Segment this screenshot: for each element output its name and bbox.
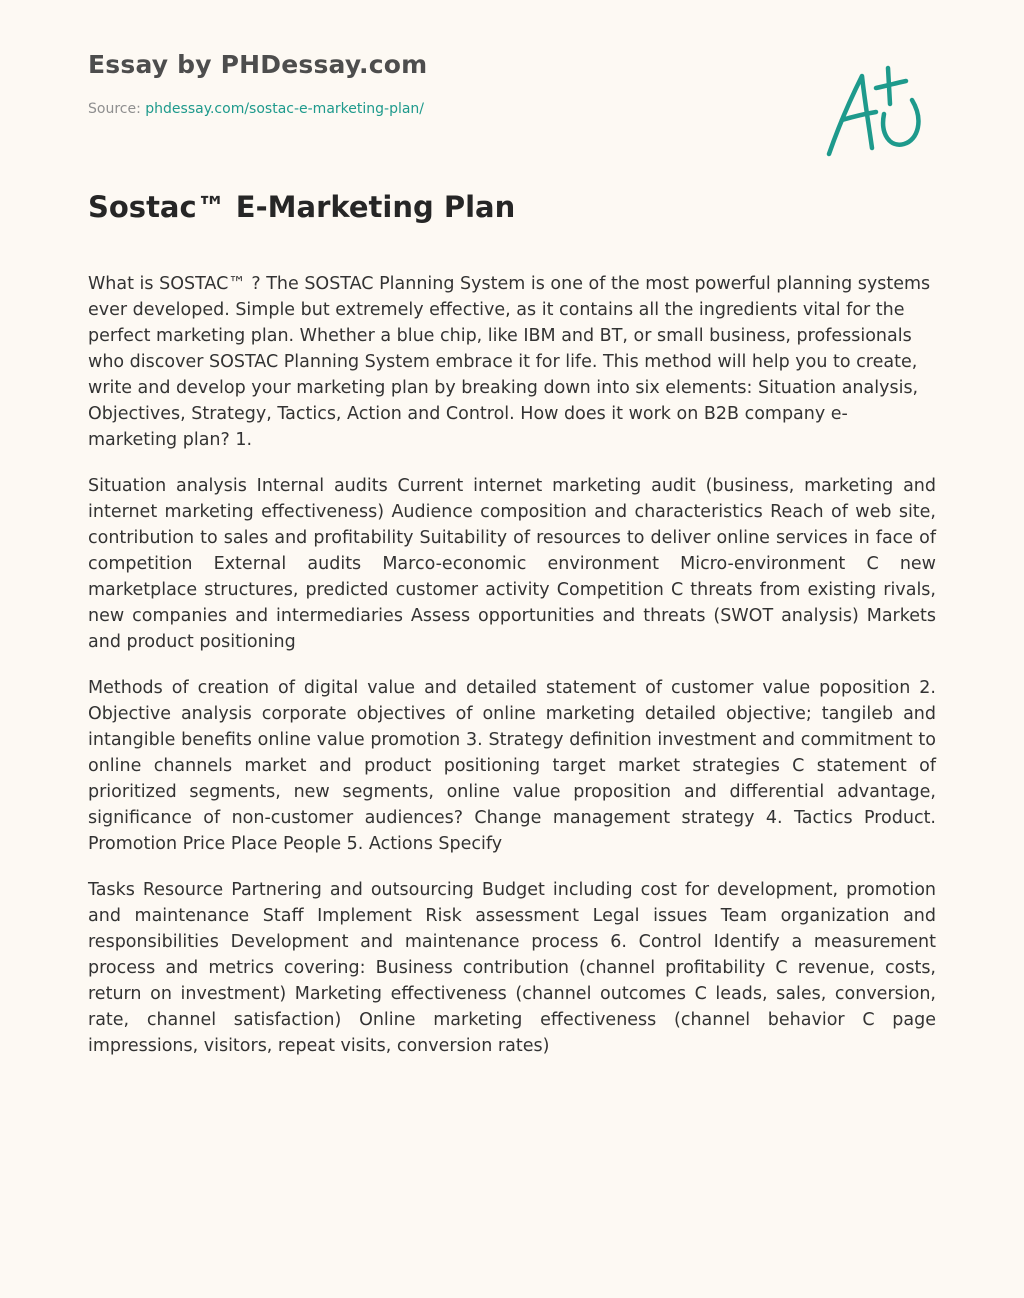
essay-paragraph: What is SOSTAC™ ? The SOSTAC Planning System is one of the most powerful planning systems ever developed. Simple but extremely effective, as it contains all the ingredients vital for the perfect marketing plan. Whether a blue chip, like IBM and BT, or small business, professionals who discover SOSTAC Planning System embrace it for life. This method will help you to create, write and develop your marketing plan by breaking down into six elements: Situation analysis, Objectives, Strategy, Tactics, Action and Control. How does it work on B2B company e-marketing plan? 1. (88, 274, 931, 450)
essay-paragraph: Tasks Resource Partnering and outsourcing Budget including cost for development, promotion and maintenance Staff Implement Risk assessment Legal issues Team organization and responsibilities Development and maintenance process 6. Control Identify a measurement process and metrics covering: Business contribution (channel profitability C revenue, costs, return on investment) Marketing effectiveness (channel outcomes C leads, sales, conversion, rate, channel satisfaction) Online marketing effectiveness (channel behavior C page impressions, visitors, repeat visits, conversion rates) (88, 880, 936, 1056)
essay-paragraph: Situation analysis Internal audits Current internet marketing audit (business, marketing and internet marketing effectiveness) Audience composition and characteristics Reach of web site, contribution to sales and profitability Suitability of resources to deliver online services in face of competition External audits Marco-economic environment Micro-environment C new marketplace structures, predicted customer activity Competition C threats from existing rivals, new companies and intermediaries Assess opportunities and threats (SWOT analysis) Markets and product positioning (88, 476, 936, 652)
source-line (88, 101, 424, 117)
source-link[interactable]: phdessay.com/sostac-e-marketing-plan/ (145, 101, 425, 117)
essay-body (88, 271, 936, 1079)
essay-paragraph: Methods of creation of digital value and detailed statement of customer value poposition 2. Objective analysis corporate objectives of online marketing detailed objective; tangileb and intangible benefits online value promotion 3. Strategy definition investment and commitment to online channels market and product positioning target market strategies C statement of prioritized segments, new segments, online value proposition and differential advantage, significance of non-customer audiences? Change management strategy 4. Tactics Product. Promotion Price Place People 5. Actions Specify (88, 678, 936, 854)
a-plus-grade-icon (820, 62, 932, 162)
source-label: Source: (88, 101, 146, 117)
document-title: Sostac™ E-Marketing Plan (88, 190, 516, 224)
site-title: Essay by PHDessay.com (88, 50, 428, 79)
